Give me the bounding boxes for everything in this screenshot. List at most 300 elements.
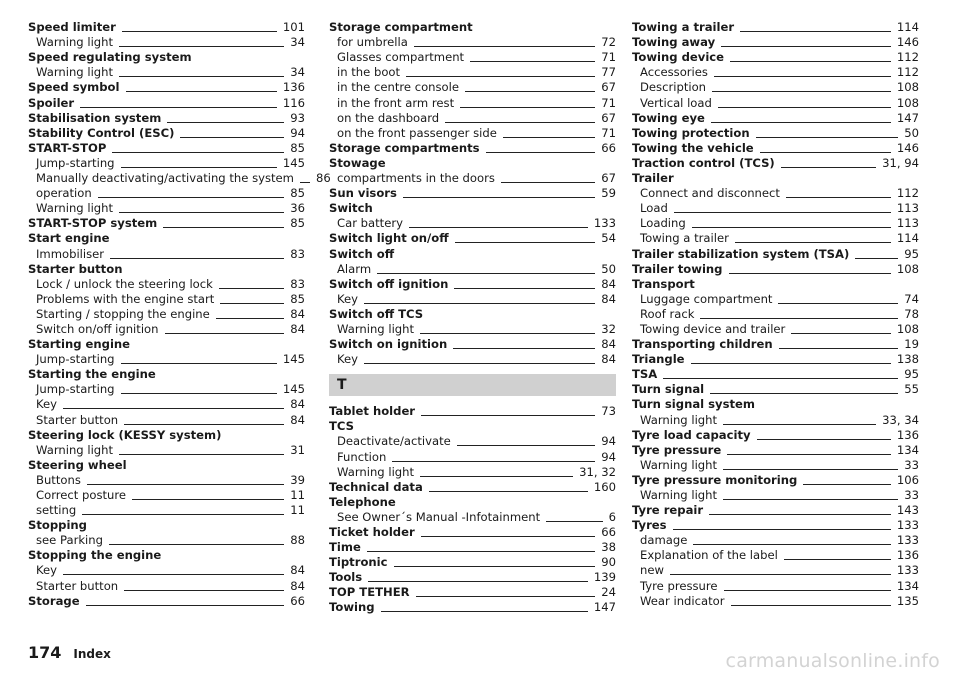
page-reference: 101	[282, 20, 305, 35]
leader-line	[406, 76, 595, 77]
index-column-3	[632, 20, 919, 609]
leader-line	[453, 348, 595, 349]
page-reference: 78	[904, 306, 919, 321]
page-reference: 88	[290, 533, 305, 548]
page-reference: 54	[601, 231, 616, 246]
index-subentry	[632, 201, 919, 216]
index-subentry	[329, 465, 616, 480]
index-entry	[28, 337, 305, 352]
entry-label: Towing a trailer	[640, 231, 729, 246]
page-reference: 114	[896, 20, 919, 35]
index-entry	[28, 111, 305, 126]
entry-label: TSA	[632, 367, 658, 382]
index-entry	[329, 231, 616, 246]
index-entry	[28, 216, 305, 231]
page-reference: 112	[896, 65, 919, 80]
index-subentry	[28, 65, 305, 80]
entry-label: Telephone	[329, 494, 396, 509]
page-reference: 85	[290, 291, 305, 306]
entry-label: Towing the vehicle	[632, 140, 754, 155]
page-reference: 31, 32	[579, 464, 616, 479]
page-reference: 84	[601, 291, 616, 306]
leader-line	[121, 393, 277, 394]
entry-label: Switch off TCS	[329, 306, 424, 321]
entry-label: Manually deactivating/activating the system	[36, 171, 294, 186]
index-subentry	[632, 412, 919, 427]
entry-label: Traction control (TCS)	[632, 155, 775, 170]
index-entry	[329, 480, 616, 495]
entry-label: on the dashboard	[337, 110, 440, 125]
page-reference: 147	[593, 600, 616, 615]
entry-label: Vertical load	[640, 95, 712, 110]
leader-line	[124, 590, 284, 591]
entry-label: Alarm	[337, 261, 372, 276]
page-reference: 71	[601, 125, 616, 140]
page-reference: 84	[290, 578, 305, 593]
page-reference: 71	[601, 95, 616, 110]
leader-line	[409, 227, 588, 228]
entry-label: on the front passenger side	[337, 125, 497, 140]
index-entry	[28, 262, 305, 277]
index-subentry	[632, 186, 919, 201]
page-reference: 85	[290, 140, 305, 155]
index-subentry	[28, 352, 305, 367]
entry-label: Spoiler	[28, 95, 75, 110]
index-entry	[632, 156, 919, 171]
page-reference: 39	[290, 472, 305, 487]
page-reference: 94	[601, 434, 616, 449]
index-subentry	[329, 510, 616, 525]
page-reference: 19	[904, 337, 919, 352]
leader-line	[778, 303, 898, 304]
entry-label: Steering lock (KESSY system)	[28, 427, 222, 442]
entry-label: Tyres	[632, 518, 667, 533]
leader-line	[718, 107, 891, 108]
page-reference: 84	[290, 306, 305, 321]
index-entry	[329, 20, 616, 35]
entry-label: Tyre pressure	[640, 578, 718, 593]
page-reference: 106	[896, 472, 919, 487]
index-subentry	[28, 563, 305, 578]
index-subentry	[632, 578, 919, 593]
index-subentry	[632, 307, 919, 322]
entry-label: Starter button	[36, 412, 119, 427]
page-reference: 74	[904, 291, 919, 306]
index-subentry	[632, 458, 919, 473]
entry-label: Starter button	[36, 578, 119, 593]
leader-line	[724, 590, 891, 591]
index-subentry	[28, 186, 305, 201]
index-subentry	[329, 65, 616, 80]
entry-label: Warning light	[36, 442, 114, 457]
entry-label: Jump-starting	[36, 382, 115, 397]
leader-line	[180, 137, 284, 138]
index-entry	[28, 20, 305, 35]
page-reference: 147	[896, 110, 919, 125]
index-subentry	[28, 277, 305, 292]
entry-label: Switch on/off ignition	[36, 321, 159, 336]
entry-label: Warning light	[337, 464, 415, 479]
entry-label: Stowage	[329, 155, 386, 170]
index-entry	[632, 428, 919, 443]
page-reference: 34	[290, 65, 305, 80]
entry-label: Warning light	[640, 412, 718, 427]
page-reference: 93	[290, 110, 305, 125]
page-reference: 59	[601, 186, 616, 201]
index-subentry	[28, 503, 305, 518]
section-title: Index	[73, 647, 111, 661]
leader-line	[165, 333, 285, 334]
page-reference: 94	[601, 449, 616, 464]
page-reference: 84	[601, 276, 616, 291]
page-reference: 71	[601, 50, 616, 65]
entry-label: Transport	[632, 276, 695, 291]
entry-label: Warning light	[36, 65, 114, 80]
index-subentry	[28, 201, 305, 216]
leader-line	[729, 273, 891, 274]
leader-line	[429, 491, 588, 492]
page-reference: 84	[601, 352, 616, 367]
page-reference: 108	[896, 261, 919, 276]
entry-label: Towing a trailer	[632, 20, 735, 35]
entry-label: Warning light	[337, 321, 415, 336]
index-subentry	[28, 35, 305, 50]
leader-line	[119, 212, 284, 213]
page-reference: 73	[601, 404, 616, 419]
entry-label: Speed limiter	[28, 20, 116, 35]
index-entry	[632, 262, 919, 277]
index-subentry	[28, 382, 305, 397]
entry-label: Ticket holder	[329, 525, 415, 539]
entry-label: Starting / stopping the engine	[36, 306, 210, 321]
index-subentry	[632, 231, 919, 246]
leader-line	[300, 182, 310, 183]
entry-label: Technical data	[329, 479, 423, 494]
page-reference: 85	[290, 186, 305, 201]
page-reference: 55	[904, 382, 919, 397]
entry-label: Warning light	[640, 488, 718, 502]
index-entry	[329, 307, 616, 322]
leader-line	[132, 499, 284, 500]
index-subentry	[632, 548, 919, 563]
page-reference: 133	[896, 518, 919, 533]
index-entry	[28, 458, 305, 473]
index-entry	[632, 126, 919, 141]
index-subentry	[329, 322, 616, 337]
leader-line	[219, 288, 284, 289]
entry-label: Roof rack	[640, 306, 695, 321]
index-subentry	[28, 412, 305, 427]
page-reference: 134	[896, 578, 919, 593]
page-reference: 84	[601, 337, 616, 352]
page-reference: 95	[904, 367, 919, 382]
index-subentry	[632, 533, 919, 548]
index-entry	[28, 548, 305, 563]
index-entry	[329, 277, 616, 292]
entry-label: Car battery	[337, 216, 403, 231]
entry-label: Starting engine	[28, 337, 131, 352]
entry-label: START-STOP	[28, 140, 107, 155]
entry-label: Jump-starting	[36, 155, 115, 170]
page-reference: 135	[896, 593, 919, 608]
index-entry	[632, 277, 919, 292]
leader-line	[721, 46, 891, 47]
leader-line	[126, 91, 277, 92]
index-subentry	[28, 246, 305, 261]
entry-label: Key	[337, 291, 359, 306]
leader-line	[119, 454, 284, 455]
leader-line	[167, 122, 284, 123]
index-entry	[632, 367, 919, 382]
page-reference: 77	[601, 65, 616, 80]
page-reference: 85	[290, 216, 305, 231]
page-reference: 146	[896, 35, 919, 50]
leader-line	[454, 288, 595, 289]
entry-label: in the front arm rest	[337, 95, 455, 110]
page-reference: 11	[290, 488, 305, 502]
index-subentry	[632, 216, 919, 231]
index-entry	[329, 495, 616, 510]
leader-line	[546, 521, 602, 522]
entry-label: new	[640, 563, 664, 578]
watermark: carmanualsonline.info	[725, 650, 940, 672]
page-reference: 50	[904, 125, 919, 140]
entry-label: Connect and disconnect	[640, 186, 780, 201]
entry-label: Tyre load capacity	[632, 427, 751, 442]
leader-line	[63, 574, 284, 575]
page-reference: 145	[282, 155, 305, 170]
index-entry	[632, 503, 919, 518]
page-reference: 38	[601, 540, 616, 555]
index-entry	[329, 246, 616, 261]
page-reference: 94	[290, 125, 305, 140]
index-entry	[632, 171, 919, 186]
page-reference: 66	[601, 525, 616, 539]
leader-line	[730, 61, 891, 62]
leader-line	[465, 91, 595, 92]
leader-line	[110, 258, 284, 259]
index-subentry	[28, 533, 305, 548]
entry-label: Speed symbol	[28, 80, 120, 95]
leader-line	[63, 408, 284, 409]
leader-line	[364, 303, 595, 304]
entry-label: Warning light	[640, 457, 718, 472]
section-letter-header: T	[329, 374, 616, 396]
index-entry	[632, 397, 919, 412]
page-reference: 31	[290, 442, 305, 457]
index-subentry	[632, 80, 919, 95]
index-entry	[329, 525, 616, 540]
entry-label: Storage compartments	[329, 140, 480, 155]
page-reference: 72	[601, 35, 616, 50]
index-subentry	[329, 35, 616, 50]
page-reference: 66	[601, 140, 616, 155]
entry-label: Description	[640, 80, 707, 95]
leader-line	[735, 242, 891, 243]
leader-line	[109, 544, 284, 545]
index-entry	[329, 419, 616, 434]
index-subentry	[28, 322, 305, 337]
leader-line	[723, 424, 876, 425]
page-reference: 145	[282, 352, 305, 367]
leader-line	[740, 31, 891, 32]
index-entry	[632, 352, 919, 367]
leader-line	[470, 61, 595, 62]
entry-label: Lock / unlock the steering lock	[36, 276, 213, 291]
leader-line	[414, 46, 595, 47]
page-reference: 136	[896, 548, 919, 563]
page-reference: 32	[601, 321, 616, 336]
entry-label: Storage	[28, 593, 80, 608]
index-entry	[329, 585, 616, 600]
page-reference: 84	[290, 397, 305, 412]
index-subentry	[329, 126, 616, 141]
leader-line	[124, 424, 284, 425]
index-entry	[329, 600, 616, 615]
index-entry	[329, 404, 616, 419]
leader-line	[381, 611, 588, 612]
page-reference: 83	[290, 276, 305, 291]
leader-line	[709, 514, 891, 515]
index-entry	[329, 141, 616, 156]
entry-label: Function	[337, 449, 387, 464]
leader-line	[121, 363, 277, 364]
page-reference: 34	[290, 35, 305, 50]
entry-label: Load	[640, 201, 668, 216]
index-entry	[28, 594, 305, 609]
page-reference: 114	[896, 231, 919, 246]
leader-line	[364, 363, 595, 364]
leader-line	[163, 227, 284, 228]
page-reference: 6	[608, 509, 616, 524]
page-number: 174	[28, 643, 62, 662]
entry-label: in the centre console	[337, 80, 460, 95]
entry-label: Wear indicator	[640, 593, 725, 608]
entry-label: Triangle	[632, 352, 685, 367]
entry-label: damage	[640, 533, 688, 548]
index-entry	[28, 80, 305, 95]
entry-label: in the boot	[337, 65, 401, 80]
page-reference: 86	[315, 171, 331, 186]
page-reference: 36	[290, 201, 305, 216]
entry-label: Starting the engine	[28, 367, 156, 382]
entry-label: Trailer	[632, 171, 674, 186]
leader-line	[457, 445, 595, 446]
entry-label: Glasses compartment	[337, 50, 465, 65]
leader-line	[727, 454, 891, 455]
page-reference: 84	[290, 412, 305, 427]
leader-line	[503, 137, 595, 138]
index-subentry	[329, 50, 616, 65]
page-reference: 50	[601, 261, 616, 276]
leader-line	[803, 484, 891, 485]
leader-line	[756, 137, 899, 138]
leader-line	[403, 197, 595, 198]
leader-line	[692, 227, 891, 228]
entry-label: Turn signal system	[632, 397, 756, 412]
entry-label: see Parking	[36, 533, 103, 548]
entry-label: Buttons	[36, 472, 81, 487]
entry-label: Key	[36, 563, 58, 578]
page-reference: 67	[601, 171, 616, 186]
index-subentry	[329, 449, 616, 464]
index-subentry	[28, 397, 305, 412]
entry-label: Towing away	[632, 35, 716, 50]
entry-label: for umbrella	[337, 35, 408, 50]
index-subentry	[329, 80, 616, 95]
leader-line	[87, 484, 284, 485]
index-entry	[632, 141, 919, 156]
leader-line	[445, 122, 595, 123]
page-reference: 24	[601, 585, 616, 600]
index-entry	[329, 156, 616, 171]
page-reference: 33	[904, 488, 919, 502]
index-entry	[632, 473, 919, 488]
page-reference: 67	[601, 110, 616, 125]
page-reference: 134	[896, 442, 919, 457]
entry-label: Key	[36, 397, 58, 412]
leader-line	[377, 273, 595, 274]
entry-label: Tools	[329, 570, 363, 585]
entry-label: Correct posture	[36, 488, 127, 502]
entry-label: Sun visors	[329, 186, 397, 201]
entry-label: Stopping	[28, 518, 87, 533]
entry-label: Stability Control (ESC)	[28, 125, 175, 140]
index-subentry	[329, 111, 616, 126]
leader-line	[460, 107, 595, 108]
entry-label: Loading	[640, 216, 686, 231]
index-entry	[329, 337, 616, 352]
page-reference: 136	[896, 427, 919, 442]
entry-label: Towing device and trailer	[640, 321, 786, 336]
entry-label: Tiptronic	[329, 555, 388, 570]
entry-label: Starter button	[28, 261, 123, 276]
entry-label: See Owner´s Manual -Infotainment	[337, 509, 541, 524]
leader-line	[855, 258, 898, 259]
index-subentry	[632, 563, 919, 578]
leader-line	[394, 566, 596, 567]
page-reference: 108	[896, 321, 919, 336]
leader-line	[786, 197, 891, 198]
page-reference: 112	[896, 50, 919, 65]
leader-line	[121, 167, 277, 168]
leader-line	[784, 559, 891, 560]
leader-line	[119, 46, 284, 47]
page-reference: 133	[896, 563, 919, 578]
leader-line	[367, 551, 595, 552]
index-subentry	[632, 292, 919, 307]
leader-line	[122, 31, 277, 32]
leader-line	[421, 536, 596, 537]
leader-line	[714, 76, 891, 77]
page-reference: 33	[904, 457, 919, 472]
page-reference: 146	[896, 140, 919, 155]
index-entry	[632, 50, 919, 65]
index-entry	[28, 126, 305, 141]
leader-line	[673, 529, 891, 530]
index-subentry	[28, 171, 331, 186]
page-reference: 138	[896, 352, 919, 367]
entry-label: compartments in the doors	[337, 171, 495, 186]
index-entry	[28, 95, 305, 110]
entry-label: Immobiliser	[36, 246, 105, 261]
index-subentry	[329, 216, 616, 231]
index-entry	[329, 570, 616, 585]
page-reference: 84	[290, 563, 305, 578]
leader-line	[420, 333, 595, 334]
index-subentry	[28, 488, 305, 503]
index-subentry	[329, 171, 616, 186]
